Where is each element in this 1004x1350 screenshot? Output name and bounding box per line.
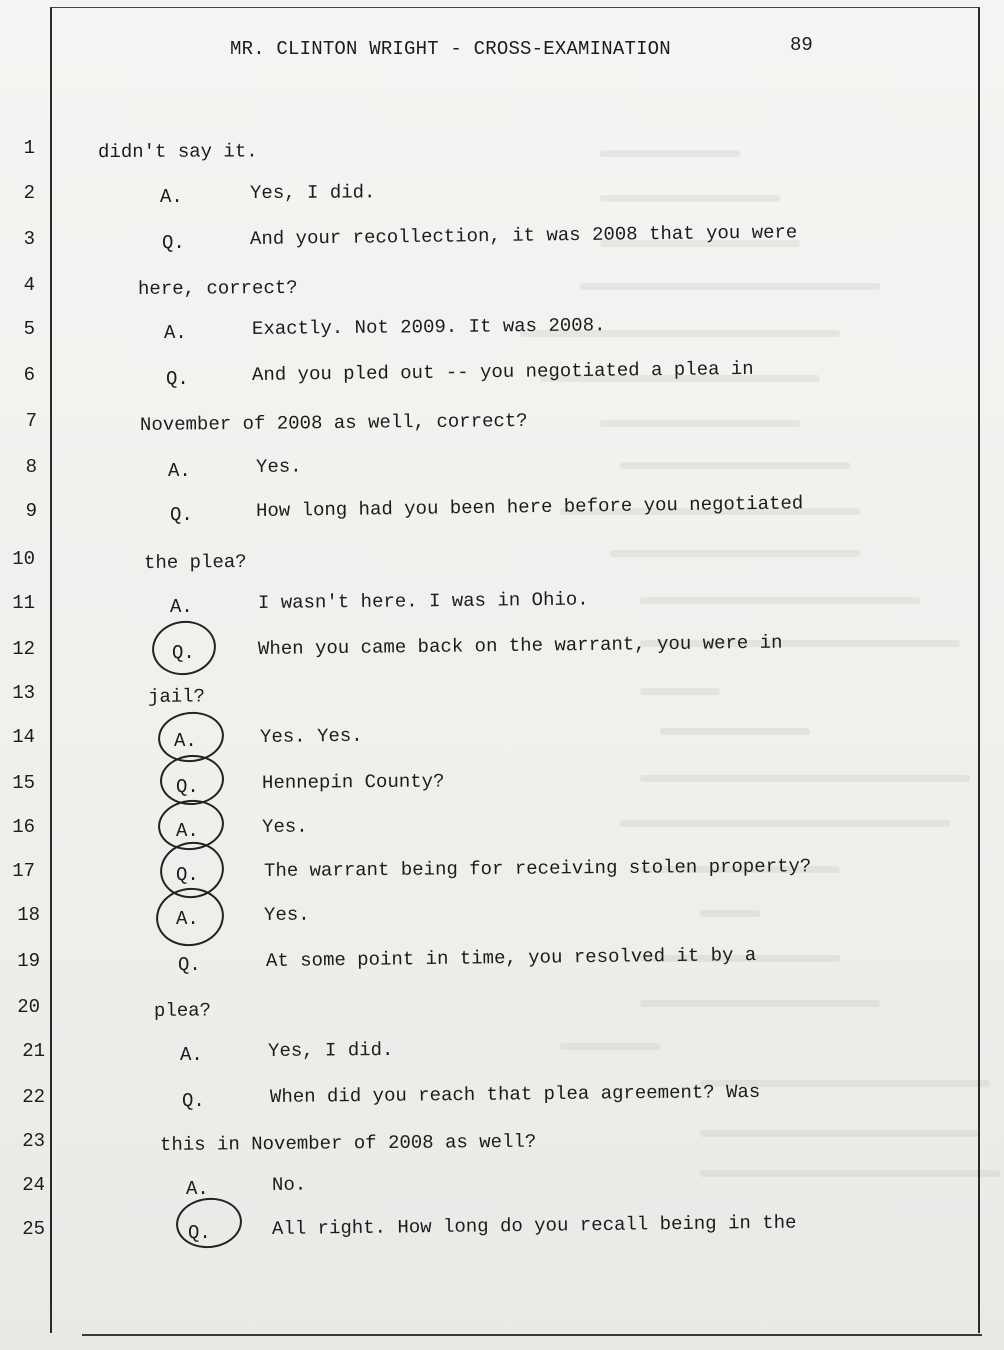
line-number: 22: [22, 1086, 45, 1108]
line-number: 13: [12, 682, 35, 704]
speaker-label: A.: [170, 596, 193, 618]
line-number: 9: [25, 500, 37, 522]
testimony-text: here, correct?: [137, 276, 298, 300]
line-number: 2: [23, 182, 35, 204]
testimony-text: No.: [271, 1173, 307, 1196]
speaker-label: A.: [174, 730, 197, 752]
testimony-text: Yes, I did.: [249, 181, 376, 204]
line-number: 6: [23, 364, 35, 386]
line-number: 16: [12, 816, 35, 838]
speaker-label: Q.: [176, 864, 199, 886]
testimony-text: And your recollection, it was 2008 that you were: [249, 221, 798, 250]
testimony-text: Yes.: [263, 903, 310, 926]
speaker-label: A.: [176, 908, 199, 930]
line-number: 18: [17, 904, 40, 926]
speaker-label: A.: [180, 1044, 203, 1066]
line-number: 14: [12, 726, 35, 748]
speaker-label: A.: [164, 322, 187, 344]
line-number: 10: [12, 548, 35, 570]
line-number: 21: [22, 1040, 45, 1062]
testimony-text: I wasn't here. I was in Ohio.: [257, 588, 589, 614]
testimony-text: Yes.: [261, 815, 308, 838]
line-number: 5: [23, 318, 35, 340]
speaker-label: Q.: [162, 232, 185, 254]
line-number: 4: [23, 274, 35, 296]
line-number: 24: [22, 1174, 45, 1196]
speaker-label: A.: [160, 186, 183, 208]
speaker-label: Q.: [166, 368, 189, 390]
line-number: 8: [25, 456, 37, 478]
testimony-text: jail?: [147, 685, 206, 708]
speaker-label: A.: [168, 460, 191, 482]
testimony-text: November of 2008 as well, correct?: [139, 409, 528, 436]
line-number: 11: [12, 592, 35, 614]
speaker-label: A.: [176, 820, 199, 842]
testimony-text: And you pled out -- you negotiated a plea in: [251, 357, 754, 386]
line-number: 3: [23, 228, 35, 250]
page-header-title: MR. CLINTON WRIGHT - CROSS-EXAMINATION: [230, 38, 671, 60]
testimony-text: the plea?: [143, 550, 247, 574]
testimony-text: All right. How long do you recall being in the: [271, 1211, 797, 1240]
speaker-label: Q.: [176, 776, 199, 798]
speaker-label: Q.: [170, 504, 193, 526]
speaker-label: Q.: [182, 1090, 205, 1112]
testimony-text: The warrant being for receiving stolen property?: [263, 855, 812, 882]
testimony-text: When did you reach that plea agreement? Was: [269, 1080, 761, 1108]
testimony-text: Hennepin County?: [261, 770, 445, 794]
line-number: 12: [12, 638, 35, 660]
testimony-text: plea?: [153, 999, 212, 1022]
testimony-text: At some point in time, you resolved it by a: [265, 944, 757, 972]
speaker-label: Q.: [172, 642, 195, 664]
line-number: 1: [23, 137, 35, 159]
speaker-label: A.: [186, 1178, 209, 1200]
line-number: 17: [12, 860, 35, 882]
line-number: 20: [17, 996, 40, 1018]
speaker-label: Q.: [178, 954, 201, 976]
line-number: 7: [25, 410, 37, 432]
line-number: 19: [17, 950, 40, 972]
testimony-text: Yes. Yes.: [259, 724, 363, 748]
speaker-label: Q.: [188, 1222, 211, 1244]
bottom-rule: [82, 1334, 982, 1336]
line-number: 15: [12, 772, 35, 794]
line-number: 25: [22, 1218, 45, 1240]
testimony-text: this in November of 2008 as well?: [159, 1130, 537, 1156]
testimony-text: Yes, I did.: [267, 1038, 394, 1062]
page-number: 89: [790, 34, 813, 56]
testimony-text: When you came back on the warrant, you were in: [257, 631, 783, 660]
testimony-text: didn't say it.: [97, 140, 258, 163]
testimony-text: How long had you been here before you negotiated: [255, 492, 804, 522]
testimony-text: Exactly. Not 2009. It was 2008.: [251, 314, 606, 340]
testimony-text: Yes.: [255, 455, 302, 478]
line-number: 23: [22, 1130, 45, 1152]
